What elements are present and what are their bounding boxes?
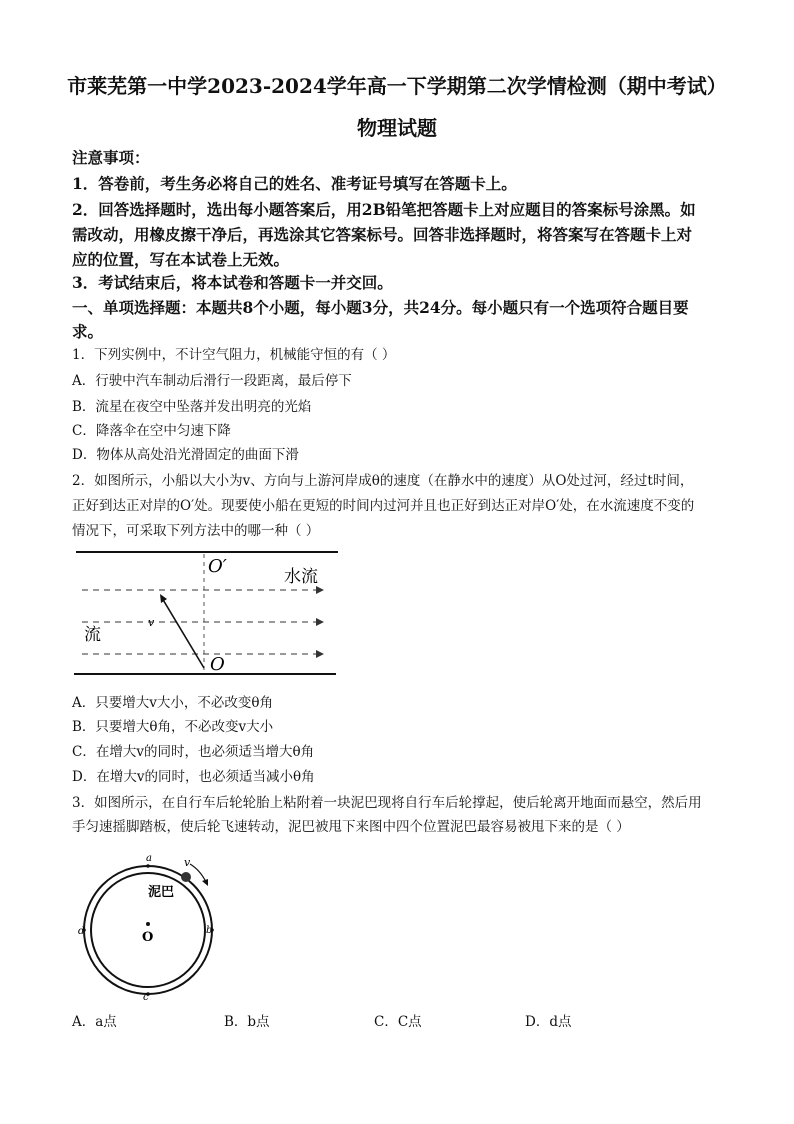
- section-heading-cont: 求。: [72, 322, 104, 341]
- section-heading: 一、单项选择题：本题共8个小题，每小题3分，共24分。每小题只有一个选项符合题目要: [72, 298, 689, 317]
- river-figure: [70, 544, 340, 684]
- q1-option-a: A．行驶中汽车制动后滑行一段距离，最后停下: [72, 373, 352, 389]
- label-d: d: [78, 926, 85, 937]
- label-b: b: [206, 925, 213, 936]
- wheel-figure: [78, 850, 228, 1000]
- point-a-dot: [146, 864, 150, 868]
- exam-subtitle: 物理试题: [357, 116, 437, 140]
- note-line: 应的位置，写在本试卷上无效。: [72, 250, 290, 269]
- note-line: 1．答卷前，考生务必将自己的姓名、准考证号填写在答题卡上。: [72, 174, 517, 193]
- q3-option-c: C．C点: [374, 1014, 422, 1030]
- q1-stem: 1．下列实例中，不计空气阻力，机械能守恒的有（ ）: [72, 347, 396, 363]
- label-a: a: [146, 853, 152, 864]
- velocity-label: v: [148, 616, 155, 629]
- flow-arrow: [316, 618, 324, 626]
- flow-arrow: [316, 650, 324, 658]
- q1-option-c: C．降落伞在空中匀速下降: [72, 423, 231, 439]
- q2-option-d: D．在增大v的同时，也必须适当减小θ角: [72, 769, 315, 785]
- label-c: c: [143, 992, 149, 1000]
- point-o: O: [210, 654, 225, 675]
- q3-option-b: B．b点: [224, 1014, 270, 1030]
- q2-stem-line: 情况下，可采取下列方法中的哪一种（ ）: [72, 523, 320, 539]
- flow-label: 水流: [284, 567, 318, 587]
- axle-center: [146, 922, 150, 926]
- label-v: v: [184, 856, 191, 869]
- q3-stem-line: 手匀速摇脚踏板，使后轮飞速转动，泥巴被甩下来图中四个位置泥巴最容易被甩下来的是（ ）: [72, 819, 630, 835]
- q3-option-d: D．d点: [525, 1014, 572, 1030]
- q3-option-a: A．a点: [72, 1014, 117, 1030]
- q2-stem-line: 正好到达正对岸的O′处。现要使小船在更短的时间内过河并且也正好到达正对岸O′处，在水流速度不变的: [72, 498, 695, 514]
- note-line: 3．考试结束后，将本试卷和答题卡一并交回。: [72, 273, 393, 292]
- notes-heading: 注意事项：: [72, 148, 150, 167]
- point-o-prime: O′: [208, 556, 227, 577]
- velocity-vector: [162, 598, 204, 668]
- q2-option-b: B．只要增大θ角，不必改变v大小: [72, 719, 274, 735]
- exam-title: 市莱芜第一中学2023-2024学年高一下学期第二次学情检测（期中考试）: [67, 74, 727, 98]
- q2-option-a: A．只要增大v大小，不必改变θ角: [72, 695, 274, 711]
- q1-option-b: B．流星在夜空中坠落并发出明亮的光焰: [72, 399, 312, 415]
- note-line: 需改动，用橡皮擦干净后，再选涂其它答案标号。回答非选择题时，将答案写在答题卡上对: [72, 225, 693, 244]
- q3-stem-line: 3．如图所示，在自行车后轮轮胎上粘附着一块泥巴现将自行车后轮撑起，使后轮离开地面而悬空，然后用: [72, 795, 702, 811]
- q1-option-d: D．物体从高处沿光滑固定的曲面下滑: [72, 447, 299, 463]
- flow-label-left: 流: [84, 625, 101, 645]
- rotation-arrow: [190, 864, 206, 882]
- mud-blob: [181, 872, 191, 882]
- q2-stem-line: 2．如图所示，小船以大小为v、方向与上游河岸成θ的速度（在静水中的速度）从O处过河，经过t时间，: [72, 473, 694, 489]
- rotation-arrowhead: [202, 879, 208, 886]
- q2-option-c: C．在增大v的同时，也必须适当增大θ角: [72, 744, 315, 760]
- flow-arrow: [316, 586, 324, 594]
- label-center: O: [142, 930, 154, 945]
- note-line: 2．回答选择题时，选出每小题答案后，用2B铅笔把答题卡上对应题目的答案标号涂黑。如: [72, 200, 696, 219]
- label-mud: 泥巴: [148, 885, 175, 900]
